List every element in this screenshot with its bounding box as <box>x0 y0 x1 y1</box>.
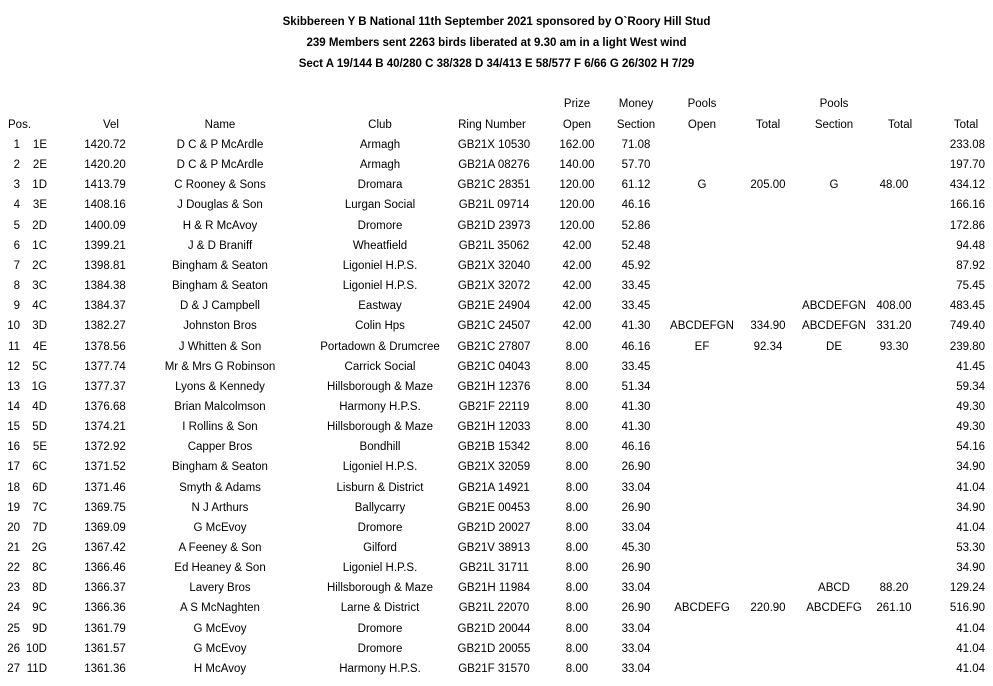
cell-vel: 1378.56 <box>84 341 126 353</box>
cell-section-pos: 5E <box>32 441 47 453</box>
cell-club: Carrick Social <box>344 361 416 373</box>
cell-ring: GB21C 04043 <box>457 361 531 373</box>
cell-total: 129.24 <box>949 582 985 594</box>
cell-money-section: 33.45 <box>621 300 651 312</box>
cell-prize-open: 8.00 <box>565 663 589 675</box>
cell-total-pools-section: 408.00 <box>876 300 912 312</box>
cell-money-section: 33.45 <box>621 361 651 373</box>
cell-club: Ligoniel H.P.S. <box>342 562 418 574</box>
cell-club: Ligoniel H.P.S. <box>342 260 418 272</box>
header-prize: Prize <box>563 98 591 110</box>
cell-name: Mr & Mrs G Robinson <box>164 361 276 373</box>
cell-ring: GB21F 22119 <box>458 401 530 413</box>
cell-vel: 1400.09 <box>84 220 126 232</box>
cell-total: 59.34 <box>956 381 985 393</box>
header-pools-section: Section <box>814 119 854 131</box>
cell-total: 483.45 <box>949 300 985 312</box>
cell-vel: 1361.57 <box>84 643 126 655</box>
cell-section-pos: 3E <box>32 199 47 211</box>
cell-total-pools-section: 48.00 <box>879 179 909 191</box>
cell-name: J Whitten & Son <box>178 341 262 353</box>
cell-club: Hillsborough & Maze <box>326 582 434 594</box>
cell-ring: GB21X 10530 <box>457 139 531 151</box>
cell-section-pos: 8D <box>32 582 47 594</box>
cell-pos: 17 <box>7 461 20 473</box>
cell-section-pos: 4E <box>32 341 47 353</box>
cell-ring: GB21A 08276 <box>458 159 530 171</box>
cell-vel: 1366.37 <box>84 582 126 594</box>
cell-money-section: 52.86 <box>621 220 651 232</box>
cell-prize-open: 8.00 <box>565 482 589 494</box>
cell-section-pos: 1C <box>32 240 47 252</box>
cell-total: 49.30 <box>956 401 985 413</box>
cell-pos: 16 <box>7 441 20 453</box>
cell-name: Bingham & Seaton <box>172 461 268 473</box>
cell-club: Dromore <box>357 220 403 232</box>
cell-ring: GB21X 32059 <box>457 461 531 473</box>
cell-total: 41.04 <box>956 643 985 655</box>
cell-prize-open: 120.00 <box>559 220 595 232</box>
cell-money-section: 46.16 <box>621 441 651 453</box>
cell-club: Bondhill <box>359 441 401 453</box>
cell-prize-open: 8.00 <box>565 502 589 514</box>
cell-pos: 15 <box>7 421 20 433</box>
cell-pos: 13 <box>7 381 20 393</box>
cell-prize-open: 162.00 <box>559 139 595 151</box>
cell-club: Dromore <box>357 643 403 655</box>
cell-money-section: 33.04 <box>621 623 651 635</box>
cell-total: 239.80 <box>949 341 985 353</box>
cell-ring: GB21L 35062 <box>458 240 530 252</box>
cell-total: 41.45 <box>956 361 985 373</box>
cell-section-pos: 8C <box>32 562 47 574</box>
cell-vel: 1361.36 <box>84 663 126 675</box>
cell-vel: 1374.21 <box>84 421 126 433</box>
cell-club: Lisburn & District <box>336 482 424 494</box>
cell-ring: GB21L 09714 <box>458 199 530 211</box>
cell-prize-open: 140.00 <box>559 159 595 171</box>
cell-name: G McEvoy <box>193 643 247 655</box>
cell-total: 34.90 <box>956 562 985 574</box>
cell-prize-open: 42.00 <box>562 320 592 332</box>
cell-name: Lyons & Kennedy <box>175 381 265 393</box>
cell-money-section: 33.45 <box>621 280 651 292</box>
cell-vel: 1369.75 <box>84 502 126 514</box>
cell-ring: GB21C 24507 <box>457 320 531 332</box>
cell-total: 233.08 <box>949 139 985 151</box>
cell-club: Armagh <box>359 139 401 151</box>
cell-ring: GB21H 11984 <box>457 582 531 594</box>
header-pools-open: Open <box>687 119 717 131</box>
cell-section-pos: 6D <box>32 482 47 494</box>
cell-prize-open: 8.00 <box>565 542 589 554</box>
cell-club: Dromore <box>357 522 403 534</box>
cell-prize-open: 42.00 <box>562 240 592 252</box>
cell-vel: 1384.38 <box>84 280 126 292</box>
cell-club: Harmony H.P.S. <box>339 663 421 675</box>
cell-pools-section: ABCD <box>818 582 850 594</box>
cell-pos: 26 <box>7 643 20 655</box>
cell-pools-section: DE <box>826 341 842 353</box>
cell-pools-section: ABCDEFGN <box>802 300 866 312</box>
cell-money-section: 26.90 <box>621 602 651 614</box>
cell-section-pos: 5C <box>32 361 47 373</box>
cell-total-pools-section: 88.20 <box>879 582 909 594</box>
cell-total-pools-section: 261.10 <box>876 602 912 614</box>
cell-club: Eastway <box>358 300 402 312</box>
cell-name: N J Arthurs <box>191 502 249 514</box>
cell-pos: 11 <box>8 341 20 353</box>
cell-vel: 1361.79 <box>84 623 126 635</box>
cell-money-section: 33.04 <box>621 663 651 675</box>
cell-vel: 1408.16 <box>84 199 126 211</box>
cell-money-section: 71.08 <box>621 139 651 151</box>
header-pools-open-group: Pools <box>687 98 717 110</box>
cell-total: 516.90 <box>949 602 985 614</box>
cell-name: G McEvoy <box>193 522 247 534</box>
cell-section-pos: 9D <box>32 623 47 635</box>
cell-money-section: 33.04 <box>621 582 651 594</box>
cell-money-section: 41.30 <box>621 421 651 433</box>
cell-pos: 20 <box>7 522 20 534</box>
cell-vel: 1382.27 <box>84 320 126 332</box>
cell-ring: GB21L 22070 <box>458 602 530 614</box>
cell-prize-open: 8.00 <box>565 461 589 473</box>
cell-ring: GB21C 27807 <box>457 341 531 353</box>
cell-vel: 1371.52 <box>84 461 126 473</box>
cell-vel: 1366.36 <box>84 602 126 614</box>
cell-club: Wheatfield <box>352 240 408 252</box>
cell-section-pos: 2D <box>32 220 47 232</box>
cell-pos: 5 <box>13 220 20 232</box>
cell-vel: 1398.81 <box>84 260 126 272</box>
cell-prize-open: 8.00 <box>565 582 589 594</box>
cell-name: Lavery Bros <box>189 582 251 594</box>
cell-vel: 1366.46 <box>84 562 126 574</box>
cell-pos: 8 <box>13 280 20 292</box>
cell-vel: 1420.72 <box>84 139 126 151</box>
cell-money-section: 51.34 <box>621 381 651 393</box>
cell-ring: GB21D 20027 <box>457 522 531 534</box>
cell-total: 197.70 <box>949 159 985 171</box>
cell-pos: 25 <box>7 623 20 635</box>
cell-money-section: 52.48 <box>621 240 651 252</box>
cell-name: Brian Malcolmson <box>174 401 266 413</box>
cell-ring: GB21D 20055 <box>457 643 531 655</box>
cell-vel: 1413.79 <box>84 179 126 191</box>
cell-money-section: 41.30 <box>621 401 651 413</box>
cell-total: 34.90 <box>956 502 985 514</box>
cell-prize-open: 8.00 <box>565 401 589 413</box>
cell-total-pools-section: 331.20 <box>876 320 912 332</box>
cell-vel: 1369.09 <box>84 522 126 534</box>
report-subtitle: 239 Members sent 2263 birds liberated at 9.30 am in a light West wind <box>306 37 687 49</box>
header-club: Club <box>368 119 392 131</box>
cell-pos: 6 <box>13 240 20 252</box>
cell-prize-open: 8.00 <box>565 643 589 655</box>
cell-vel: 1372.92 <box>84 441 126 453</box>
cell-name: H McAvoy <box>193 663 247 675</box>
cell-money-section: 33.04 <box>621 482 651 494</box>
cell-name: I Rollins & Son <box>182 421 258 433</box>
cell-section-pos: 3D <box>32 320 47 332</box>
cell-ring: GB21V 38913 <box>457 542 531 554</box>
cell-section-pos: 4D <box>32 401 47 413</box>
cell-money-section: 45.92 <box>621 260 651 272</box>
cell-section-pos: 3C <box>32 280 47 292</box>
cell-pos: 9 <box>13 300 20 312</box>
cell-money-section: 26.90 <box>621 502 651 514</box>
cell-total: 94.48 <box>956 240 985 252</box>
cell-prize-open: 42.00 <box>562 280 592 292</box>
cell-money-section: 57.70 <box>621 159 651 171</box>
cell-pools-open: G <box>697 179 707 191</box>
cell-pos: 1 <box>13 139 20 151</box>
cell-money-section: 33.04 <box>621 522 651 534</box>
cell-prize-open: 42.00 <box>562 260 592 272</box>
cell-section-pos: 1E <box>32 139 47 151</box>
cell-pools-open: EF <box>694 341 710 353</box>
cell-pos: 12 <box>7 361 20 373</box>
cell-name: A Feeney & Son <box>178 542 262 554</box>
cell-name: Smyth & Adams <box>179 482 261 494</box>
cell-prize-open: 120.00 <box>559 179 595 191</box>
header-pos: Pos. <box>8 119 32 131</box>
cell-pos: 7 <box>13 260 20 272</box>
cell-club: Portadown & Drumcree <box>320 341 440 353</box>
cell-ring: GB21B 15342 <box>457 441 531 453</box>
cell-vel: 1377.37 <box>84 381 126 393</box>
cell-pos: 27 <box>7 663 20 675</box>
cell-prize-open: 8.00 <box>565 562 589 574</box>
cell-pos: 18 <box>7 482 20 494</box>
cell-pos: 14 <box>7 401 20 413</box>
cell-ring: GB21E 00453 <box>457 502 531 514</box>
cell-vel: 1384.37 <box>84 300 126 312</box>
header-pools-section-group: Pools <box>819 98 849 110</box>
cell-club: Hillsborough & Maze <box>326 421 434 433</box>
cell-section-pos: 2C <box>32 260 47 272</box>
cell-pos: 4 <box>13 199 20 211</box>
cell-prize-open: 8.00 <box>565 361 589 373</box>
header-total: Total <box>953 119 979 131</box>
cell-section-pos: 5D <box>32 421 47 433</box>
cell-name: Johnston Bros <box>183 320 257 332</box>
cell-pos: 10 <box>7 320 20 332</box>
cell-total: 49.30 <box>956 421 985 433</box>
cell-prize-open: 8.00 <box>565 522 589 534</box>
cell-vel: 1376.68 <box>84 401 126 413</box>
cell-money-section: 26.90 <box>621 562 651 574</box>
cell-name: D & J Campbell <box>180 300 260 312</box>
cell-total-pools-open: 334.90 <box>750 320 786 332</box>
cell-pools-section: ABCDEFG <box>806 602 862 614</box>
cell-total: 54.16 <box>956 441 985 453</box>
cell-prize-open: 8.00 <box>565 602 589 614</box>
cell-name: Bingham & Seaton <box>172 280 268 292</box>
cell-vel: 1371.46 <box>84 482 126 494</box>
report-title: Skibbereen Y B National 11th September 2021 sponsored by O`Roory Hill Stud <box>282 16 711 28</box>
header-name: Name <box>204 119 236 131</box>
cell-club: Hillsborough & Maze <box>326 381 434 393</box>
cell-total: 34.90 <box>956 461 985 473</box>
cell-pos: 2 <box>13 159 20 171</box>
cell-pos: 24 <box>7 602 20 614</box>
cell-prize-open: 8.00 <box>565 421 589 433</box>
cell-pos: 21 <box>7 542 20 554</box>
cell-name: Ed Heaney & Son <box>174 562 266 574</box>
cell-pools-section: ABCDEFGN <box>802 320 866 332</box>
cell-club: Ligoniel H.P.S. <box>342 461 418 473</box>
header-total-pools-open: Total <box>755 119 781 131</box>
cell-club: Colin Hps <box>355 320 405 332</box>
cell-ring: GB21F 31570 <box>458 663 530 675</box>
cell-vel: 1420.20 <box>84 159 126 171</box>
cell-pools-open: ABCDEFG <box>674 602 730 614</box>
cell-club: Larne & District <box>340 602 420 614</box>
header-vel: Vel <box>103 119 119 131</box>
cell-ring: GB21H 12033 <box>457 421 531 433</box>
cell-ring: GB21H 12376 <box>457 381 531 393</box>
cell-prize-open: 8.00 <box>565 381 589 393</box>
cell-name: J & D Braniff <box>187 240 253 252</box>
cell-club: Dromore <box>357 623 403 635</box>
cell-pos: 23 <box>7 582 20 594</box>
cell-name: D C & P McArdle <box>176 139 264 151</box>
cell-prize-open: 42.00 <box>562 300 592 312</box>
section-summary: Sect A 19/144 B 40/280 C 38/328 D 34/413 E 58/577 F 6/66 G 26/302 H 7/29 <box>298 58 695 70</box>
header-open: Open <box>562 119 592 131</box>
cell-name: G McEvoy <box>193 623 247 635</box>
header-section: Section <box>616 119 656 131</box>
cell-total: 172.86 <box>949 220 985 232</box>
cell-total: 41.04 <box>956 663 985 675</box>
header-ring: Ring Number <box>458 119 526 131</box>
cell-total: 434.12 <box>949 179 985 191</box>
cell-total: 75.45 <box>956 280 985 292</box>
cell-club: Gilford <box>363 542 397 554</box>
cell-name: Bingham & Seaton <box>172 260 268 272</box>
cell-total: 749.40 <box>949 320 985 332</box>
cell-prize-open: 120.00 <box>559 199 595 211</box>
cell-club: Lurgan Social <box>344 199 416 211</box>
cell-ring: GB21A 14921 <box>458 482 530 494</box>
cell-section-pos: 6C <box>32 461 47 473</box>
cell-money-section: 33.04 <box>621 643 651 655</box>
cell-name: H & R McAvoy <box>182 220 258 232</box>
cell-money-section: 26.90 <box>621 461 651 473</box>
cell-name: Capper Bros <box>187 441 253 453</box>
cell-club: Armagh <box>359 159 401 171</box>
cell-total-pools-open: 205.00 <box>750 179 786 191</box>
cell-pools-section: G <box>829 179 839 191</box>
cell-vel: 1377.74 <box>84 361 126 373</box>
cell-total: 166.16 <box>949 199 985 211</box>
cell-money-section: 41.30 <box>621 320 651 332</box>
cell-prize-open: 8.00 <box>565 441 589 453</box>
cell-total: 53.30 <box>956 542 985 554</box>
cell-prize-open: 8.00 <box>565 623 589 635</box>
cell-total: 41.04 <box>956 482 985 494</box>
cell-club: Harmony H.P.S. <box>339 401 421 413</box>
cell-money-section: 61.12 <box>621 179 651 191</box>
cell-money-section: 45.30 <box>621 542 651 554</box>
cell-club: Dromara <box>357 179 403 191</box>
cell-prize-open: 8.00 <box>565 341 589 353</box>
cell-ring: GB21E 24904 <box>457 300 531 312</box>
cell-ring: GB21D 23973 <box>457 220 531 232</box>
cell-name: A S McNaghten <box>180 602 260 614</box>
cell-pos: 19 <box>7 502 20 514</box>
cell-vel: 1399.21 <box>84 240 126 252</box>
cell-club: Ligoniel H.P.S. <box>342 280 418 292</box>
cell-name: J Douglas & Son <box>177 199 263 211</box>
cell-section-pos: 7D <box>32 522 47 534</box>
cell-section-pos: 7C <box>32 502 47 514</box>
cell-ring: GB21X 32072 <box>457 280 531 292</box>
cell-section-pos: 2E <box>32 159 47 171</box>
cell-money-section: 46.16 <box>621 341 651 353</box>
cell-section-pos: 1D <box>32 179 47 191</box>
cell-pools-open: ABCDEFGN <box>670 320 734 332</box>
cell-total: 41.04 <box>956 522 985 534</box>
cell-total-pools-section: 93.30 <box>879 341 909 353</box>
cell-ring: GB21X 32040 <box>457 260 531 272</box>
cell-total-pools-open: 220.90 <box>750 602 786 614</box>
cell-vel: 1367.42 <box>84 542 126 554</box>
cell-section-pos: 4C <box>32 300 47 312</box>
cell-name: C Rooney & Sons <box>174 179 266 191</box>
cell-pos: 22 <box>7 562 20 574</box>
cell-total: 41.04 <box>956 623 985 635</box>
header-total-pools-section: Total <box>887 119 913 131</box>
cell-club: Ballycarry <box>354 502 406 514</box>
cell-total-pools-open: 92.34 <box>753 341 783 353</box>
header-money: Money <box>618 98 654 110</box>
cell-ring: GB21L 31711 <box>459 562 529 574</box>
cell-ring: GB21D 20044 <box>457 623 531 635</box>
cell-money-section: 46.16 <box>621 199 651 211</box>
cell-section-pos: 10D <box>25 643 47 655</box>
cell-pos: 3 <box>13 179 20 191</box>
cell-name: D C & P McArdle <box>176 159 264 171</box>
cell-section-pos: 1G <box>31 381 47 393</box>
cell-ring: GB21C 28351 <box>457 179 531 191</box>
cell-section-pos: 2G <box>31 542 47 554</box>
cell-total: 87.92 <box>956 260 985 272</box>
cell-section-pos: 9C <box>32 602 47 614</box>
cell-section-pos: 11D <box>26 663 47 675</box>
